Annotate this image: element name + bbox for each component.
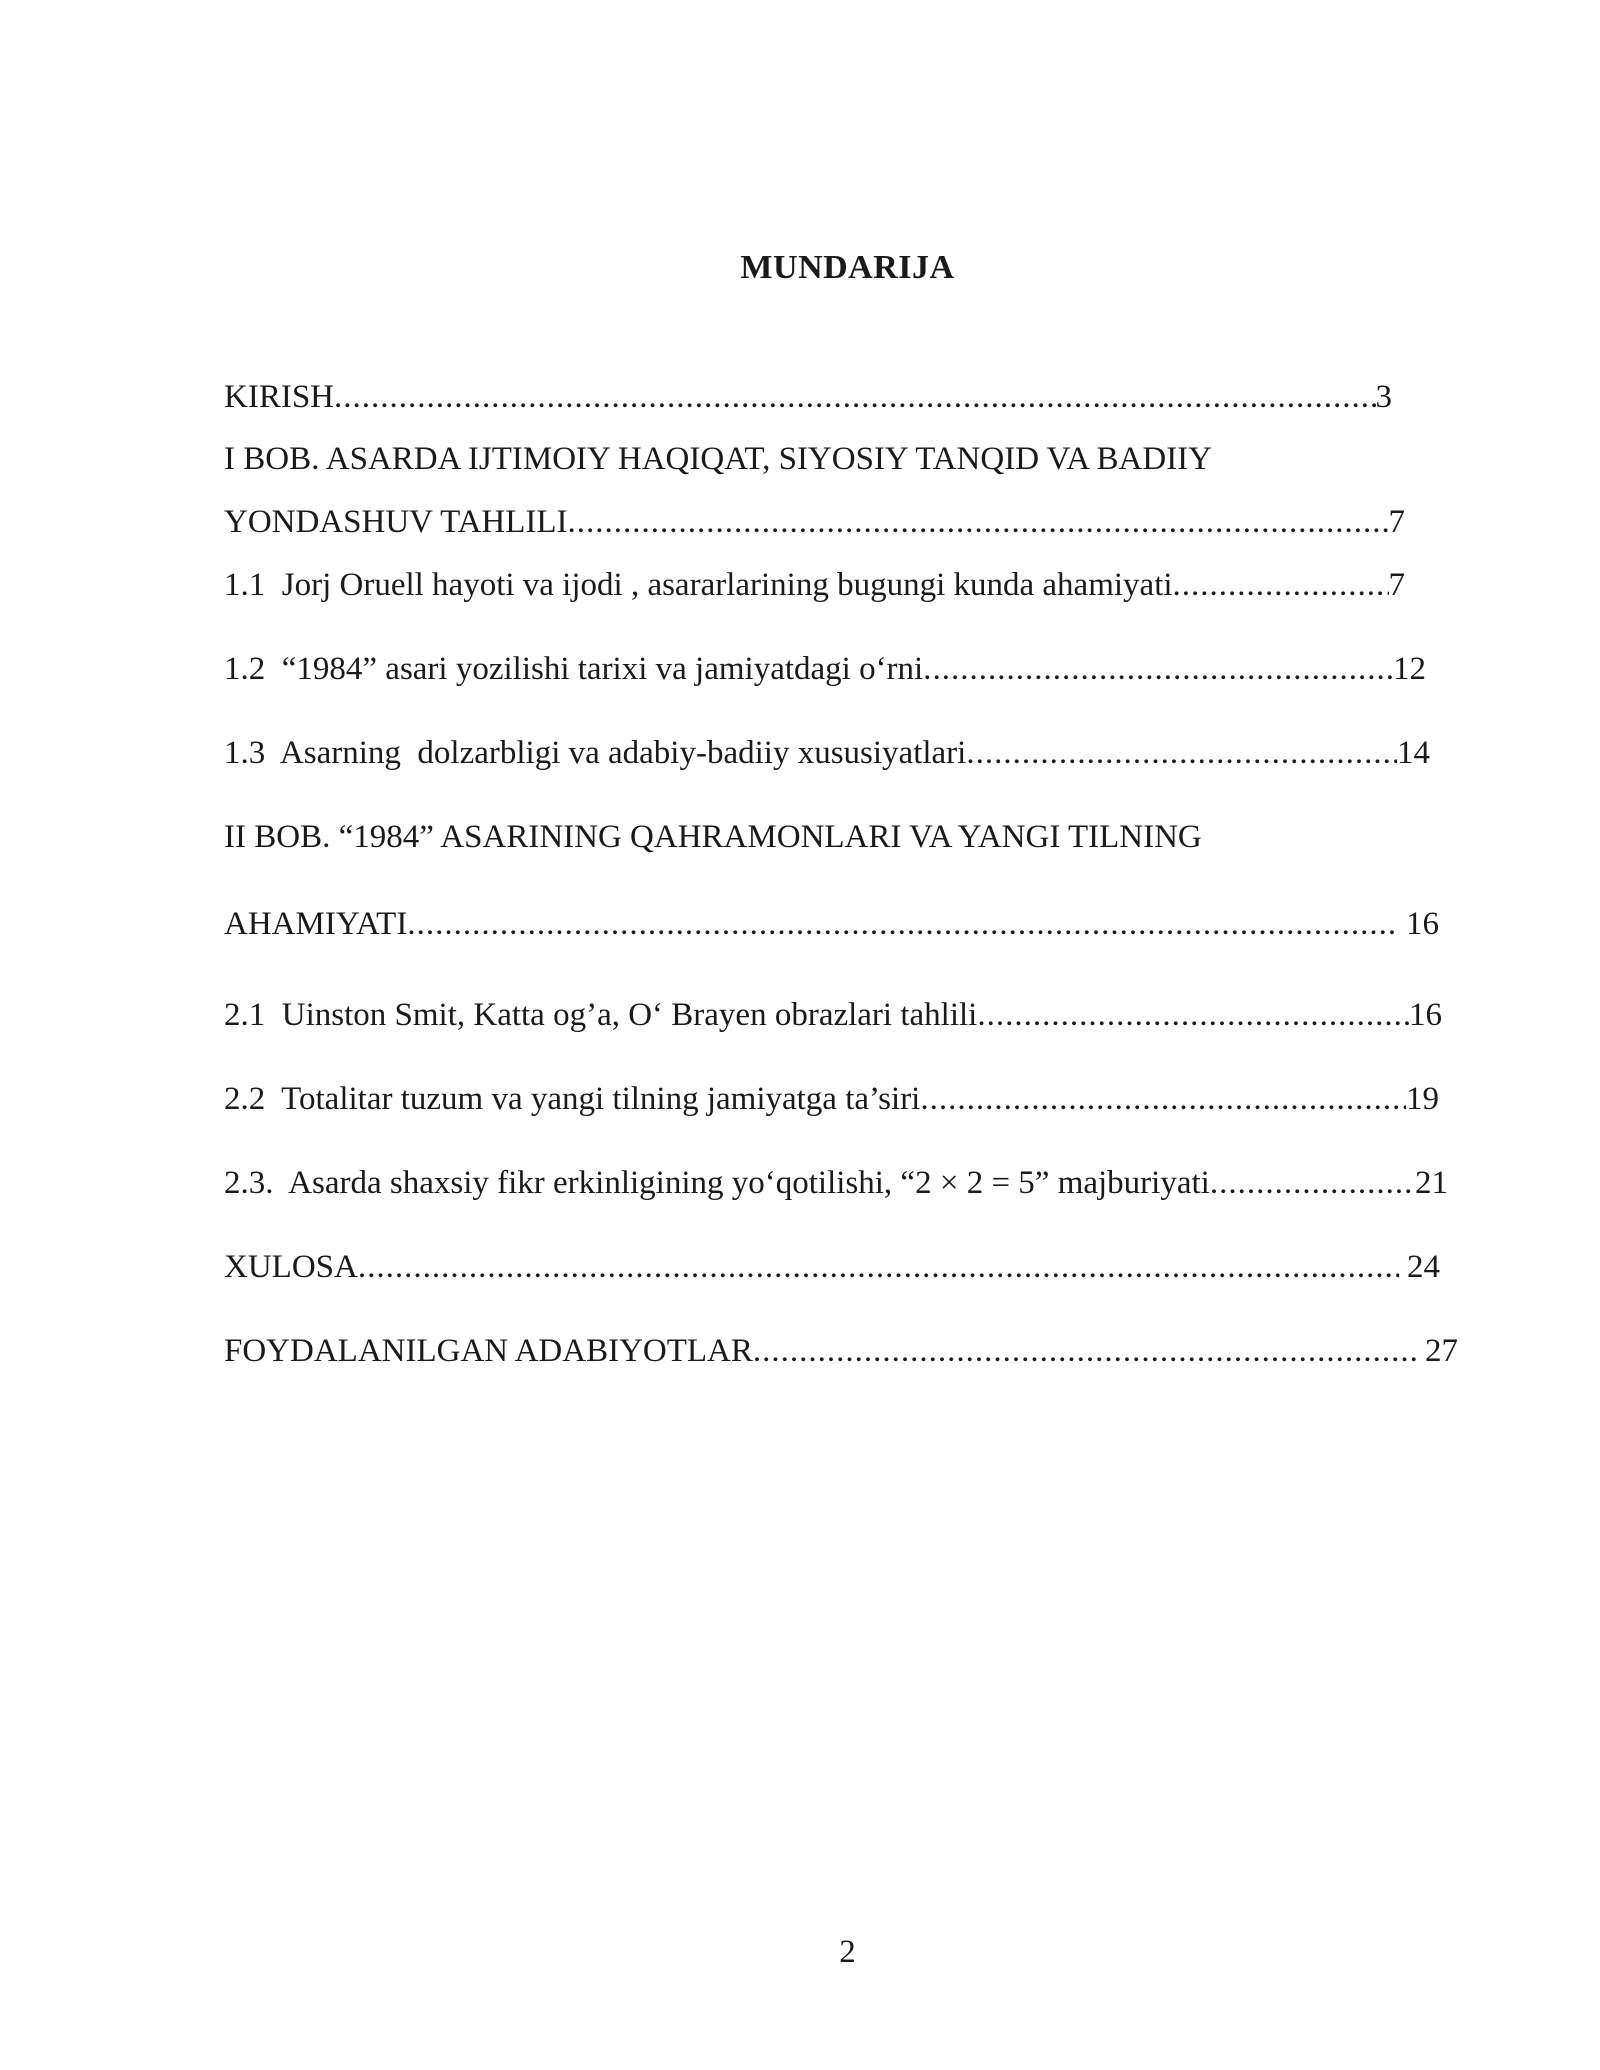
toc-entry-text: 1.3 Asarning dolzarbligi va adabiy-badiiy xususiyatlari bbox=[224, 735, 967, 771]
toc-entry-page: 27 bbox=[1416, 1333, 1458, 1369]
toc-entry-page: 7 bbox=[1388, 504, 1405, 540]
toc-entry-section-1-2 bbox=[224, 647, 1426, 691]
toc-entry-text: 1.1 Jorj Oruell hayoti va ijodi , asararlarining bugungi kunda ahamiyati bbox=[224, 567, 1173, 603]
toc-entry-text: YONDASHUV TAHLILI bbox=[224, 504, 568, 540]
toc-entry-section-2-2 bbox=[224, 1077, 1439, 1121]
toc-entry-page: 12 bbox=[1393, 651, 1426, 687]
toc-entry-chapter-1 bbox=[224, 500, 1405, 544]
toc-leader-dots bbox=[568, 500, 1389, 544]
toc-entry-text: II BOB. “1984” ASARINING QAHRAMONLARI VA YANGI TILNING bbox=[224, 819, 1202, 855]
toc-entry-text: 2.1 Uinston Smit, Katta og’a, O‘ Brayen obrazlari tahlili bbox=[224, 997, 978, 1033]
toc-entry-text: I BOB. ASARDA IJTIMOIY HAQIQAT, SIYOSIY TANQID VA BADIIY bbox=[224, 441, 1213, 477]
toc-entry-kirish bbox=[224, 375, 1392, 419]
toc-leader-dots bbox=[334, 375, 1375, 419]
toc-entry-page: 16 bbox=[1409, 997, 1442, 1033]
page-title: MUNDARIJA bbox=[740, 249, 955, 286]
toc-entry-page: 3 bbox=[1375, 379, 1392, 415]
toc-entry-text: FOYDALANILGAN ADABIYOTLAR bbox=[224, 1333, 753, 1369]
toc-entry-chapter-2 bbox=[224, 902, 1439, 946]
toc-entry-text: 2.3. Asarda shaxsiy fikr erkinligining yo‘qotilishi, “2 × 2 = 5” majburiyati bbox=[224, 1165, 1210, 1201]
toc-entry-text: XULOSA bbox=[224, 1249, 358, 1285]
toc-entry-text: 2.2 Totalitar tuzum va yangi tilning jamiyatga ta’siri bbox=[224, 1081, 921, 1117]
toc-entry-page: 16 bbox=[1397, 906, 1439, 942]
toc-entry-section-1-3 bbox=[224, 731, 1430, 775]
page-number: 2 bbox=[839, 1934, 856, 1970]
toc-leader-dots bbox=[407, 902, 1397, 946]
toc-entry-chapter-1-title bbox=[224, 437, 1424, 481]
toc-entry-section-2-3 bbox=[224, 1161, 1448, 1205]
toc-entry-chapter-2-title bbox=[224, 815, 1424, 859]
toc-entry-text: 1.2 “1984” asari yozilishi tarixi va jamiyatdagi o‘rni bbox=[224, 651, 924, 687]
toc-entry-page: 24 bbox=[1398, 1249, 1440, 1285]
toc-leader-dots bbox=[753, 1329, 1417, 1373]
toc-entry-section-1-1 bbox=[224, 563, 1405, 607]
toc-leader-dots bbox=[966, 731, 1397, 775]
toc-leader-dots bbox=[1173, 563, 1389, 607]
toc-entry-page: 7 bbox=[1388, 567, 1405, 603]
toc-leader-dots bbox=[1210, 1161, 1415, 1205]
toc-leader-dots bbox=[920, 1077, 1406, 1121]
toc-entry-text: AHAMIYATI bbox=[224, 906, 408, 942]
toc-entry-page: 21 bbox=[1415, 1165, 1448, 1201]
toc-leader-dots bbox=[923, 647, 1393, 691]
toc-entry-adabiyotlar bbox=[224, 1329, 1458, 1373]
toc-entry-section-2-1 bbox=[224, 993, 1442, 1037]
toc-entry-page: 14 bbox=[1397, 735, 1430, 771]
toc-leader-dots bbox=[358, 1245, 1399, 1289]
toc-entry-page: 19 bbox=[1406, 1081, 1439, 1117]
toc-leader-dots bbox=[977, 993, 1409, 1037]
toc-entry-text: KIRISH bbox=[224, 379, 335, 415]
toc-entry-xulosa bbox=[224, 1245, 1440, 1289]
